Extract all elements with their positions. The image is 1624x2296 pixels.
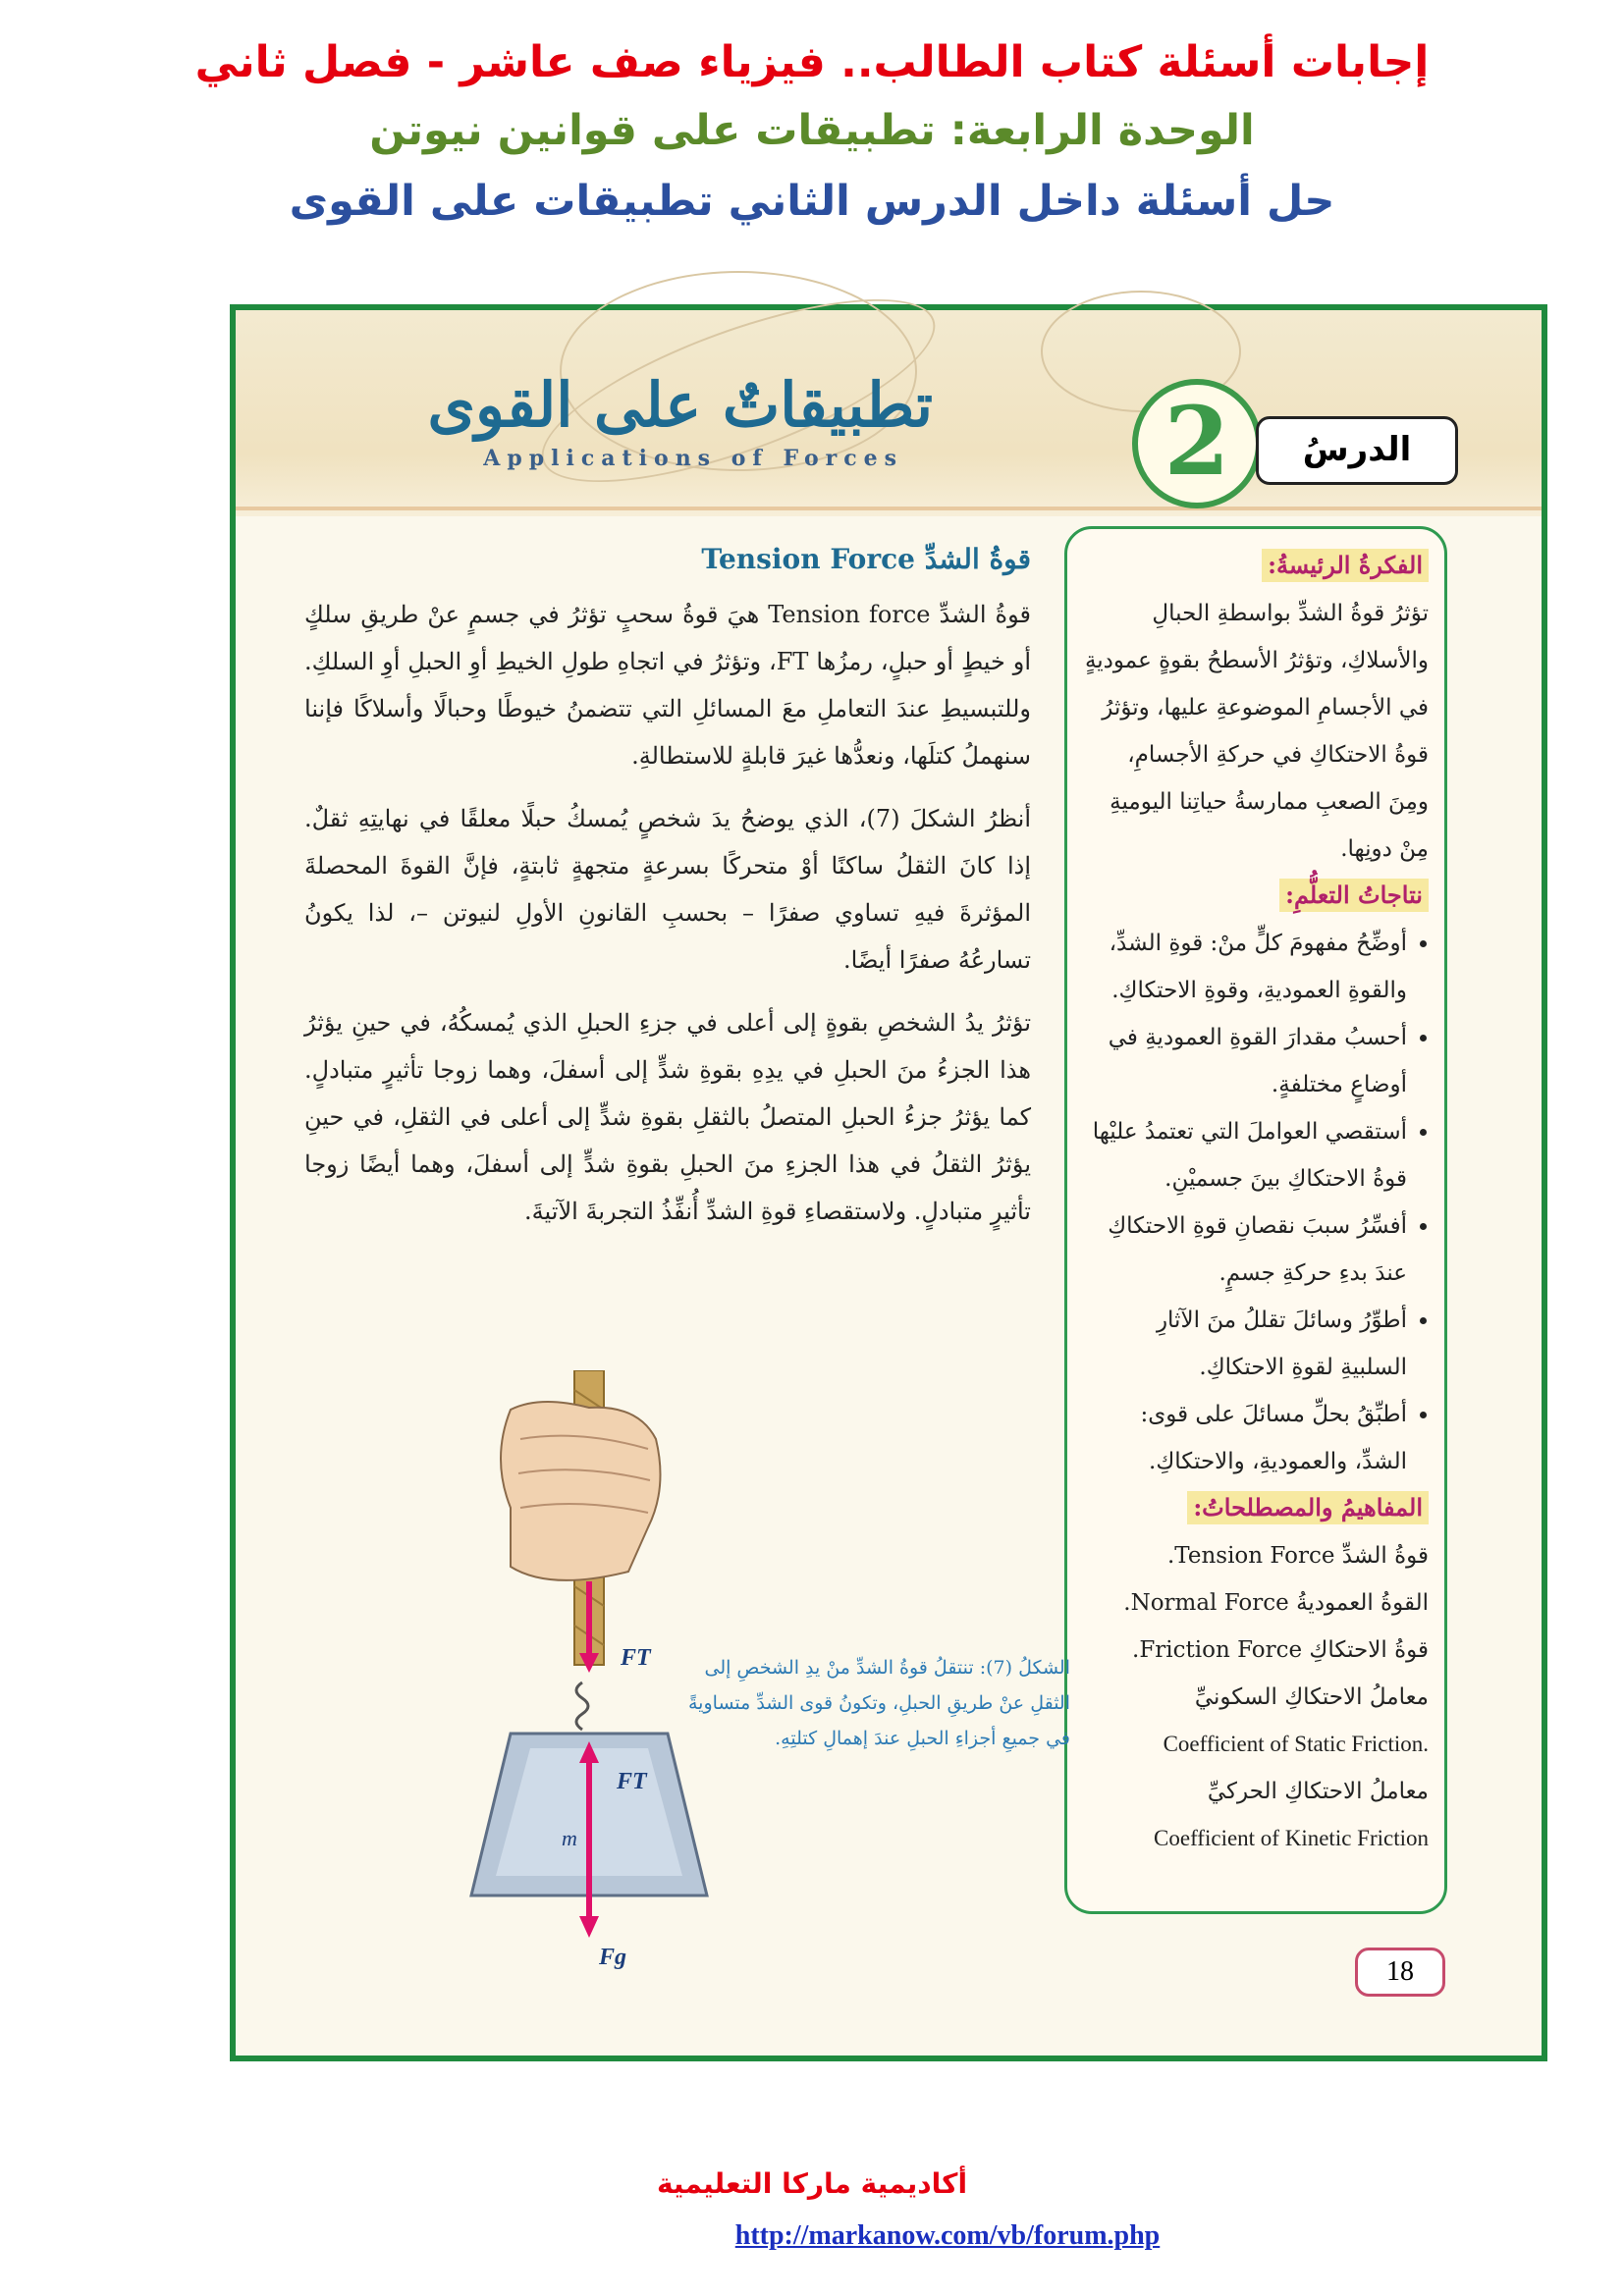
outcomes-list <box>1083 920 1429 1485</box>
main-text-column <box>304 536 1031 1251</box>
page-heading-line2: الوحدة الرابعة: تطبيقات على قوانين نيوتن <box>369 106 1255 155</box>
outcome-item: • أفسِّرُ سببَ نقصانِ قوةِ الاحتكاكِ عندَ بدءِ حركةِ جسمٍ. <box>1083 1202 1407 1297</box>
term-item: قوةُ الاحتكاكِ Friction Force. <box>1132 1637 1429 1663</box>
paragraph-3: تؤثرُ يدُ الشخصِ بقوةٍ إلى أعلى في جزءِ الحبلِ الذي يُمسكُهُ، في حينِ يؤثرُ هذا الجزءُ منَ الحبلِ في يدِهِ بقوةِ شدٍّ إلى أسفلَ، وهما زوجا تأثيرٍ متبادلٍ. كما يؤثرُ جزءُ الحبلِ المتصلُ بالثقلِ بقوةِ شدٍّ إلى أعلى في الثقلِ، في حينِ يؤثرُ الثقلُ في هذا الجزءِ منَ الحبلِ بقوةِ شدٍّ إلى أسفلَ، وهما أيضًا زوجا تأثيرٍ متبادلٍ. ولاستقصاءِ قوةِ الشدِّ أُنفِّذُ التجربةَ الآتيةَ. <box>304 1009 1032 1225</box>
term-item: القوةُ العموديةُ Normal Force. <box>1123 1590 1429 1616</box>
lesson-header-band <box>236 310 1542 516</box>
label-ft-mass: FT <box>617 1769 647 1794</box>
section-title: قوةُ الشدِّ Tension Force <box>701 543 1031 575</box>
terms-heading: المفاهيمُ والمصطلحاتُ: <box>1187 1491 1429 1524</box>
lesson-label: الدرسُ <box>1256 416 1458 485</box>
paragraph-2: أنظرُ الشكلَ (7)، الذي يوضحُ يدَ شخصٍ يُمسكُ حبلًا معلقًا في نهايتِهِ ثقلٌ. إذا كانَ الثقلُ ساكنًا أوْ متحركًا بسرعةٍ متجهةٍ ثابتةٍ، فإنَّ القوةَ المحصلةَ المؤثرةَ فيهِ تساوي صفرًا – بحسبِ القانونِ الأولِ لنيوتن –، لذا يكونُ تسارعُهُ صفرًا أيضًا. <box>304 805 1032 974</box>
footer-link[interactable]: http://markanow.com/vb/forum.php <box>734 2220 1161 2251</box>
outcome-item: • أطبِّقُ بحلِّ مسائلَ على قوى: الشدِّ، والعموديةِ، والاحتكاكِ. <box>1083 1391 1407 1485</box>
gravity-arrow-head <box>579 1916 599 1938</box>
figure-caption: الشكلُ (7): تنتقلُ قوةُ الشدِّ منْ يدِ الشخصِ إلى الثقلِ عنْ طريقِ الحبلِ، وتكونُ قوى الشدِّ متساويةً في جميعِ أجزاءِ الحبلِ عندَ إهمالِ كتلتِهِ. <box>688 1657 1070 1749</box>
outcome-item: • أستقصي العواملَ التي تعتمدُ عليْها قوةُ الاحتكاكِ بينَ جسميْنِ. <box>1083 1108 1407 1202</box>
footer-academy: أكاديمية ماركا التعليمية <box>656 2167 968 2200</box>
textbook-page-frame <box>230 304 1547 2061</box>
lesson-title-english: Applications of Forces <box>483 446 903 471</box>
hand-fist <box>501 1402 661 1580</box>
term-item: قوةُ الشدِّ Tension Force. <box>1166 1543 1429 1569</box>
hook-chain <box>576 1682 588 1730</box>
outcome-item: • أطوِّرُ وسائلَ تقللُ منَ الآثارِ السلبيةِ لقوةِ الاحتكاكِ. <box>1083 1297 1407 1391</box>
term-item: Coefficient of Kinetic Friction <box>1154 1826 1429 1850</box>
label-mass: m <box>562 1826 577 1850</box>
outcomes-heading: نتاجاتُ التعلُّمِ: <box>1279 879 1429 912</box>
page-heading-line3: حل أسئلة داخل الدرس الثاني تطبيقات على القوى <box>289 177 1335 226</box>
lesson-number-badge: 2 <box>1132 379 1262 508</box>
page-number: 18 <box>1355 1948 1445 1997</box>
label-ft-top: FT <box>621 1645 651 1671</box>
main-idea-text: تؤثرُ قوةُ الشدِّ بواسطةِ الحبالِ والأسلاكِ، وتؤثرُ الأسطحُ بقوةٍ عموديةٍ في الأجسامِ الموضوعةِ عليها، وتؤثرُ قوةُ الاحتكاكِ في حركةِ الأجسامِ، ومِنَ الصعبِ ممارسةُ حياتِنا اليوميةِ مِنْ دونِها. <box>1084 601 1429 862</box>
lesson-sidebar <box>1064 526 1447 1914</box>
page-heading-line1: إجابات أسئلة كتاب الطالب.. فيزياء صف عاشر - فصل ثاني <box>194 37 1430 87</box>
label-fg: Fg <box>599 1945 627 1970</box>
outcome-item: • أوضِّحُ مفهومَ كلٍّ منْ: قوةِ الشدِّ، والقوةِ العموديةِ، وقوةِ الاحتكاكِ. <box>1083 920 1407 1014</box>
lesson-title-arabic: تطبيقاتٌ على القوى <box>427 369 933 441</box>
header-underline <box>236 507 1542 510</box>
term-item: معاملُ الاحتكاكِ السكونيِّ <box>1194 1684 1429 1710</box>
term-item: Coefficient of Static Friction. <box>1163 1732 1429 1756</box>
term-item: معاملُ الاحتكاكِ الحركيِّ <box>1207 1779 1429 1804</box>
outcome-item: • أحسبُ مقدارَ القوةِ العموديةِ في أوضاعٍ مختلفةٍ. <box>1083 1014 1407 1108</box>
paragraph-1: قوةُ الشدِّ Tension force هيَ قوةُ سحبٍ تؤثرُ في جسمٍ عنْ طريقِ سلكٍ أو خيطٍ أو حبلٍ، رمزُها FT، وتؤثرُ في اتجاهِ طولِ الخيطِ أوِ الحبلِ أوِ السلكِ. وللتبسيطِ عندَ التعاملِ معَ المسائلِ التي تتضمنُ خيوطًا وحبالًا وأسلاكًا فإننا سنهملُ كتلَها، ونعدُّها غيرَ قابلةٍ للاستطالةِ. <box>304 601 1031 770</box>
main-idea-heading: الفكرةُ الرئيسةُ: <box>1262 549 1429 582</box>
